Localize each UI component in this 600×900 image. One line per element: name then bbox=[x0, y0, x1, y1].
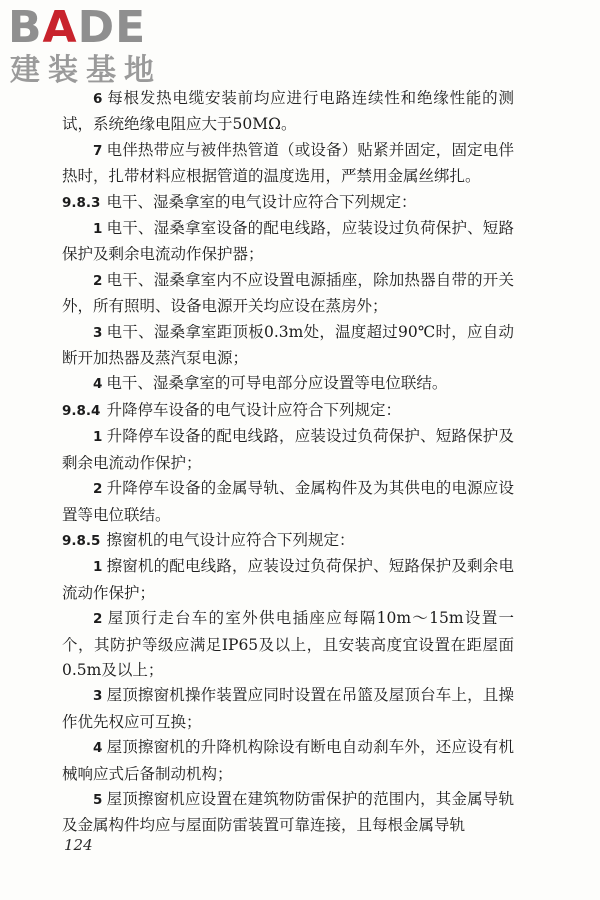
item-number: 2 bbox=[93, 481, 103, 498]
paragraph-item bbox=[62, 787, 514, 839]
paragraph-item bbox=[62, 371, 514, 397]
clause-heading bbox=[62, 190, 514, 216]
item-number: 3 bbox=[93, 688, 103, 705]
paragraph-text: 屋顶擦窗机操作装置应同时设置在吊篮及屋顶台车上，且操作优先权应可互换； bbox=[62, 686, 514, 731]
paragraph-item bbox=[62, 268, 514, 320]
paragraph-item bbox=[62, 735, 514, 787]
paragraph-text: 擦窗机的配电线路，应装设过负荷保护、短路保护及剩余电流动作保护； bbox=[62, 557, 514, 602]
clause-number: 9.8.5 bbox=[62, 532, 101, 549]
item-number: 5 bbox=[93, 791, 103, 808]
item-number: 2 bbox=[93, 611, 103, 628]
clause-text: 擦窗机的电气设计应符合下列规定： bbox=[106, 530, 355, 549]
paragraph-text: 电伴热带应与被伴热管道（或设备）贴紧并固定，固定电伴热时，扎带材料应根据管道的温度选用，严禁用金属丝绑扎。 bbox=[62, 140, 514, 186]
watermark-latin-text: BADE bbox=[8, 2, 147, 53]
clause-text: 升降停车设备的电气设计应符合下列规定： bbox=[106, 400, 401, 419]
watermark-cjk: 建装基地 bbox=[10, 53, 162, 88]
clause-number: 9.8.4 bbox=[62, 402, 101, 419]
watermark-accent-letter: A bbox=[42, 2, 78, 53]
paragraph-item bbox=[62, 554, 514, 606]
item-number: 6 bbox=[93, 91, 103, 107]
watermark-latin bbox=[8, 4, 146, 52]
paragraph-text: 每根发热电缆安装前均应进行电路连续性和绝缘性能的测试，系统绝缘电阻应大于50MΩ。 bbox=[62, 89, 514, 134]
paragraph-text: 升降停车设备的配电线路，应装设过负荷保护、短路保护及剩余电流动作保护； bbox=[62, 427, 514, 472]
item-number: 4 bbox=[93, 740, 103, 757]
clause-heading bbox=[62, 528, 514, 554]
paragraph-item bbox=[62, 216, 514, 268]
page-number: 124 bbox=[64, 836, 93, 854]
paragraph-text: 屋顶擦窗机的升降机构除设有断电自动刹车外，还应设有机械响应式后备制动机构； bbox=[62, 738, 514, 783]
paragraph-text: 电干、湿桑拿室内不应设置电源插座，除加热器自带的开关外，所有照明、设备电源开关均应设在蒸房外； bbox=[62, 270, 514, 316]
bade-watermark-logo bbox=[8, 4, 178, 90]
paragraph-item bbox=[62, 320, 514, 372]
clause-heading bbox=[62, 398, 514, 424]
document-body bbox=[62, 86, 514, 839]
paragraph-item bbox=[62, 424, 514, 476]
paragraph-text: 电干、湿桑拿室设备的配电线路，应装设过负荷保护、短路保护及剩余电流动作保护器； bbox=[62, 219, 514, 264]
paragraph-item bbox=[62, 476, 514, 528]
item-number: 3 bbox=[93, 324, 103, 341]
paragraph-text: 屋顶擦窗机应设置在建筑物防雷保护的范围内，其金属导轨及金属构件均应与屋面防雷装置可靠连接，且每根金属导轨 bbox=[62, 789, 514, 835]
item-number: 1 bbox=[93, 559, 103, 576]
item-number: 7 bbox=[93, 142, 103, 159]
paragraph-item bbox=[62, 86, 514, 138]
item-number: 1 bbox=[93, 429, 103, 446]
paragraph-text: 升降停车设备的金属导轨、金属构件及为其供电的电源应设置等电位联结。 bbox=[62, 479, 514, 524]
item-number: 1 bbox=[93, 221, 103, 238]
item-number: 2 bbox=[93, 272, 103, 289]
paragraph-text: 电干、湿桑拿室的可导电部分应设置等电位联结。 bbox=[106, 374, 448, 393]
paragraph-text: 屋顶行走台车的室外供电插座应每隔10m～15m设置一个，其防护等级应满足IP65及以上，且安装高度宜设置在距屋面0.5m及以上； bbox=[62, 609, 514, 679]
clause-text: 电干、湿桑拿室的电气设计应符合下列规定： bbox=[106, 192, 417, 211]
paragraph-item bbox=[62, 138, 514, 190]
paragraph-text: 电干、湿桑拿室距顶板0.3m处，温度超过90℃时，应自动断开加热器及蒸汽泵电源； bbox=[62, 322, 514, 368]
paragraph-item bbox=[62, 606, 514, 683]
clause-number: 9.8.3 bbox=[62, 194, 101, 211]
paragraph-item bbox=[62, 683, 514, 735]
item-number: 4 bbox=[93, 376, 103, 393]
